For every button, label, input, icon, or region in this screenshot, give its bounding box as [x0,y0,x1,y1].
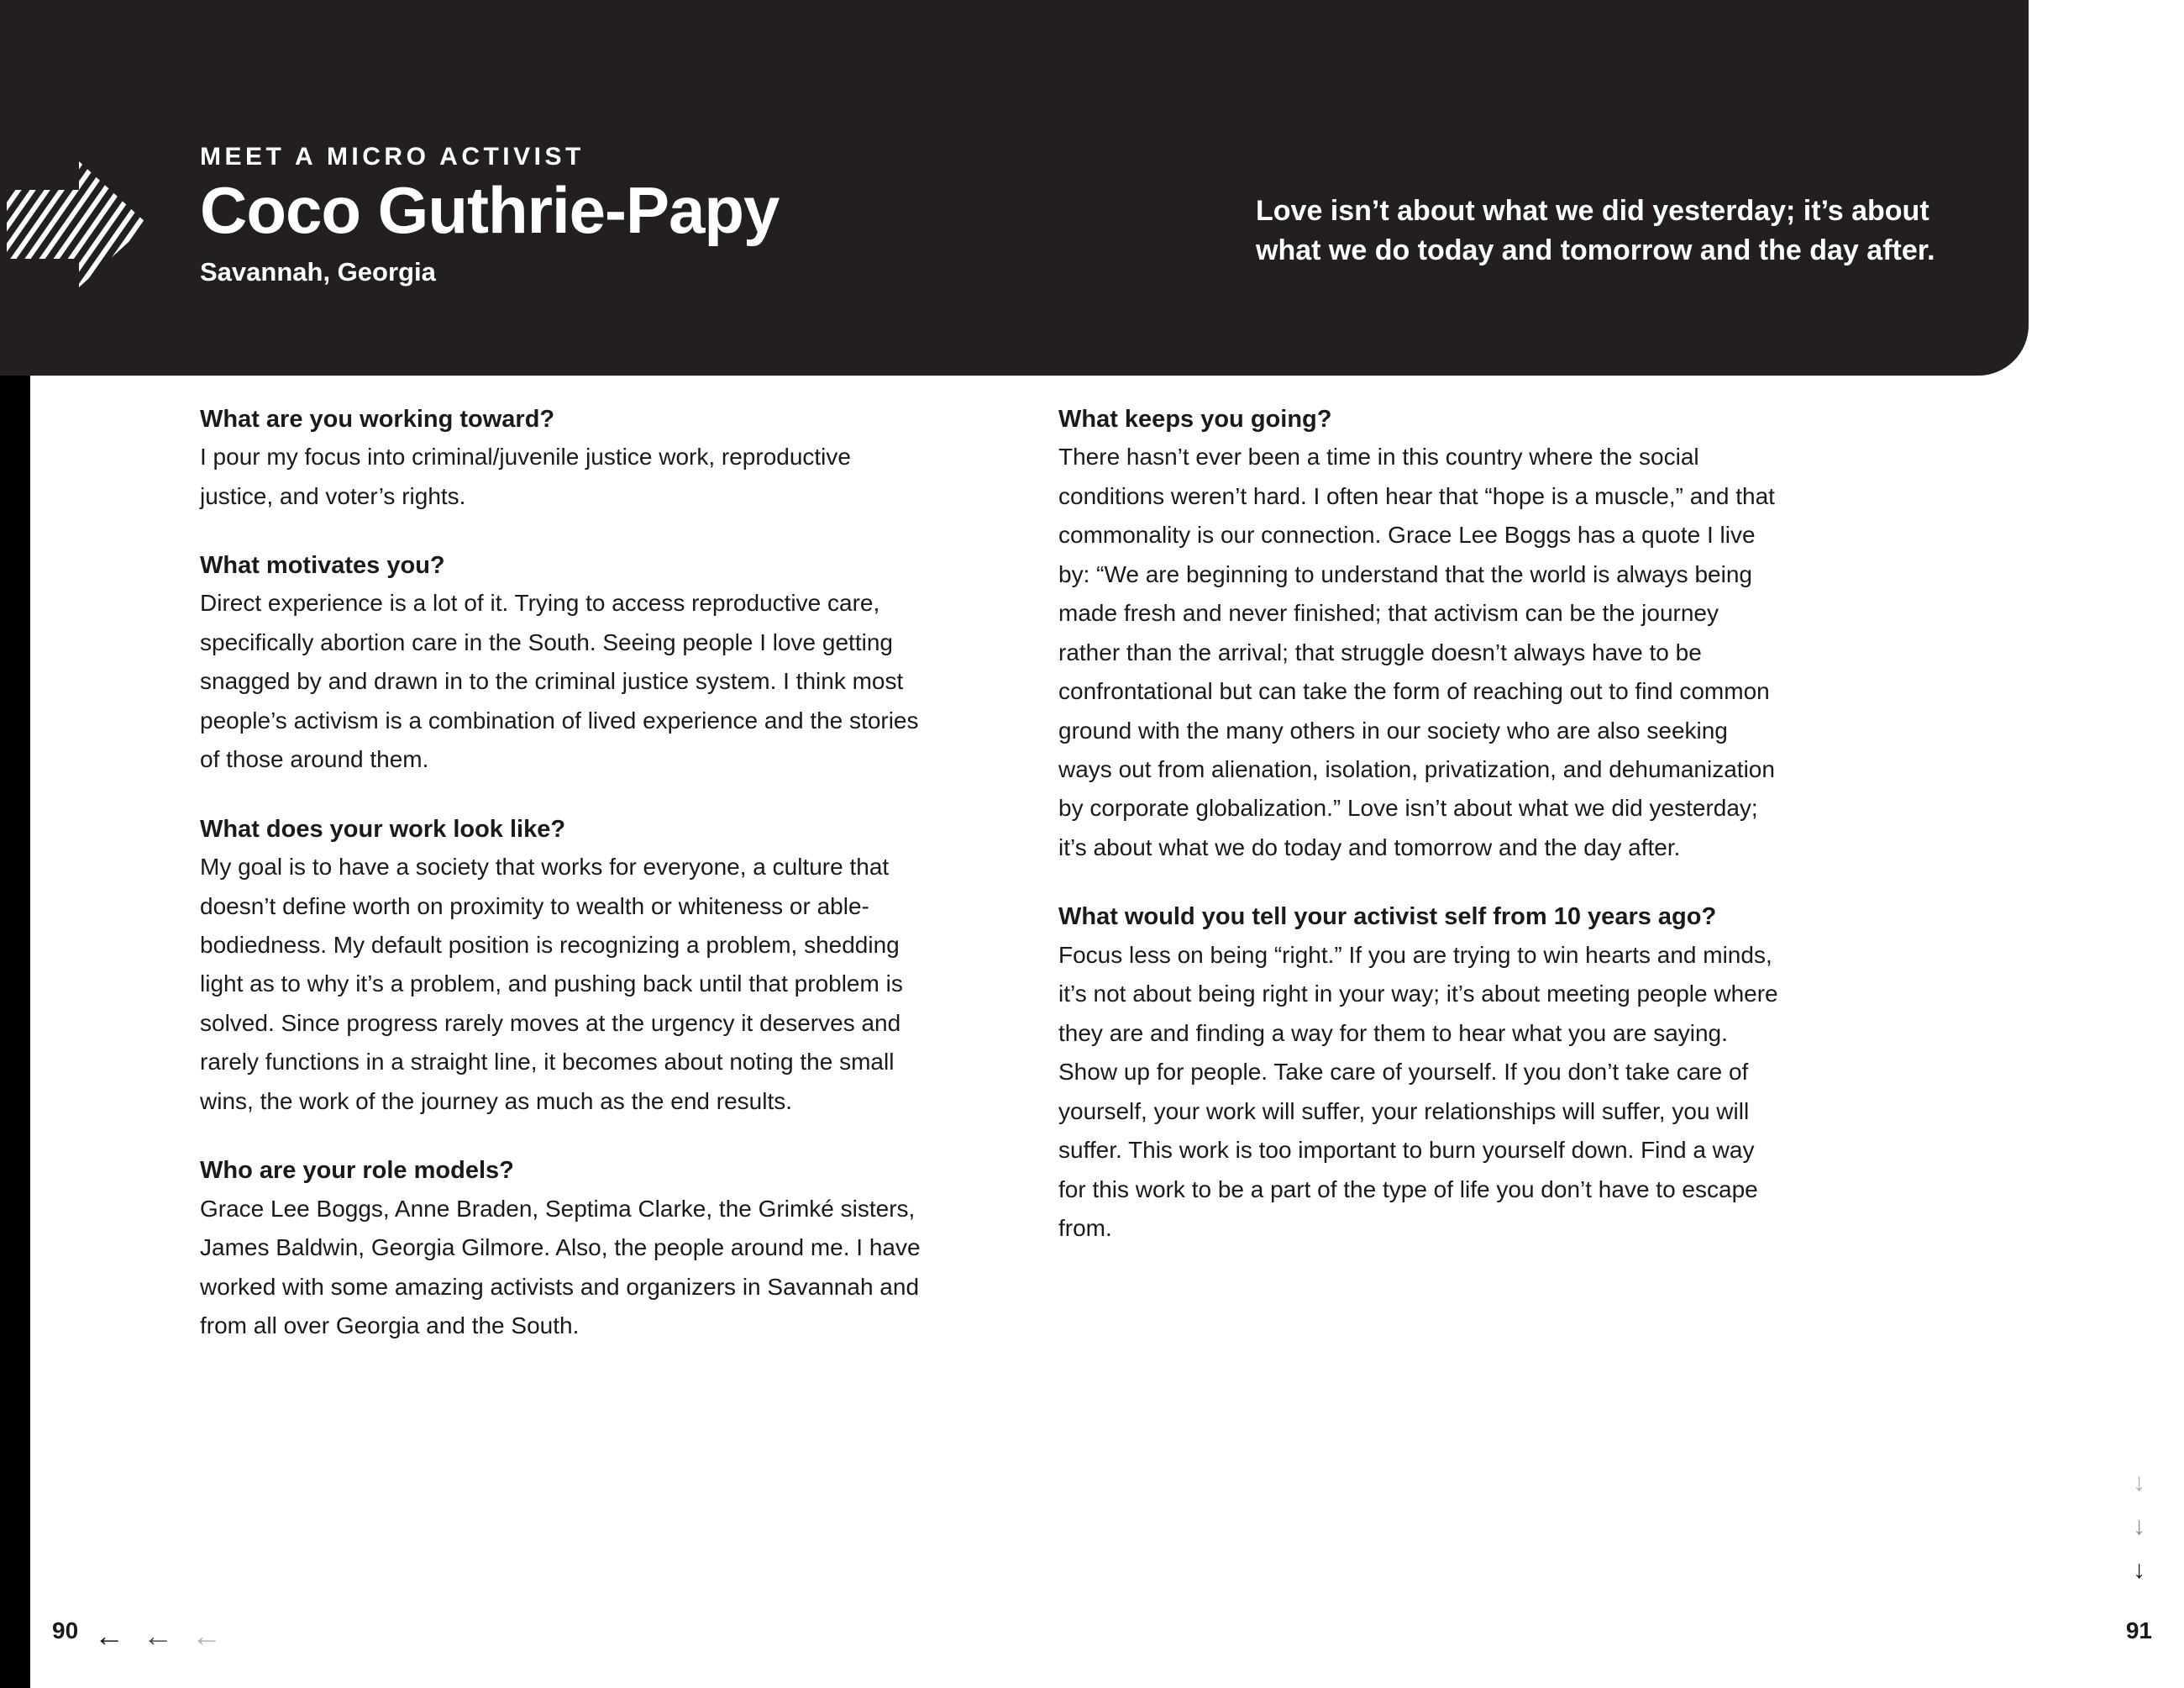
answer-text: Grace Lee Boggs, Anne Braden, Septima Clarke, the Grimké sisters, James Baldwin, Georgia Gilmore. Also, the people around me. I have worked with some amazing activists and organizers in Savannah and from all over Georgia and the South. [200,1195,921,1339]
scroll-down-indicator[interactable] [2133,1470,2145,1583]
question-label: Who are your role models? [200,1157,514,1185]
left-column [200,403,927,1380]
header-banner [0,0,2029,376]
hatched-arrow-icon [7,161,150,287]
answer-text: Direct experience is a lot of it. Trying to access reproductive care, specifically abortion care in the South. Seeing people I love getting snagged by and drawn in to the criminal justice system. I think most people’s activism is a combination of lived experience and the stories of those around them. [200,590,919,773]
question-label: What motivates you? [200,552,445,580]
answer-text: Focus less on being “right.” If you are trying to win hearts and minds, it’s not about being right in your way; it’s about meeting people where they are and finding a way for them to hear what you are saying. Show up for people. Take care of yourself. If you don’t take care of yourself, your work will suffer, your relationships will suffer, you will suffer. This work is too important to burn yourself down. Find a way for this work to be a part of the type of life you don’t have to escape from. [1058,941,1778,1241]
arrow-down-mid-icon[interactable]: ↓ [2133,1512,2145,1540]
qa-block [200,1154,927,1345]
question-label: What would you tell your activist self from 10 years ago? [1058,903,1717,931]
pull-quote: Love isn’t about what we did yesterday; it’s about what we do today and tomorrow and the day after. [1256,195,1935,266]
right-column [1058,403,1785,1281]
arrow-down-faint-icon[interactable]: ↓ [2133,1469,2145,1496]
qa-block [200,403,927,516]
page-number-left: 90 [52,1617,79,1643]
arrow-down-strong-icon[interactable]: ↓ [2133,1556,2145,1584]
answer-text: There hasn’t ever been a time in this country where the social conditions weren’t hard. I often hear that “hope is a muscle,” and that commonality is our connection. Grace Lee Boggs has a quote I live by: “We are beginning to understand that the world is always being made fresh and never finished; that activism can be the journey rather than the arrival; that struggle doesn’t always have to be confrontational but can take the form of reaching out to find common ground with the many others in our society who are also seeking ways out from alienation, isolation, privatization, and dehumanization by corporate globalization.” Love isn’t about what we did yesterday; it’s about what we do today and tomorrow and the day after. [1058,444,1775,860]
answer-text: My goal is to have a society that works for everyone, a culture that doesn’t define worth on proximity to wealth or whiteness or able-bodiedness. My default position is recognizing a problem, shedding light as to why it’s a problem, and pushing back until that problem is solved. Since progress rarely moves at the urgency it deserves and rarely functions in a straight line, it becomes about noting the small wins, the work of the journey as much as the end results. [200,854,903,1114]
qa-block [200,550,927,780]
arrow-left-secondary-icon[interactable]: ← [143,1618,173,1653]
question-label: What keeps you going? [1058,406,1332,433]
qa-block [200,813,927,1122]
question-label: What does your work look like? [200,815,566,843]
article-body [200,403,2040,1580]
page-number-right: 91 [2125,1617,2152,1643]
qa-block [1058,901,1785,1248]
navigation-arrows[interactable] [94,1618,222,1653]
section-kicker: MEET A MICRO ACTIVIST [200,143,585,171]
activist-location: Savannah, Georgia [200,256,436,287]
answer-text: I pour my focus into criminal/juvenile justice work, reproductive justice, and voter’s rights. [200,444,851,509]
page-title: Coco Guthrie-Papy [200,173,780,247]
question-label: What are you working toward? [200,406,555,433]
arrow-left-tertiary-icon[interactable]: ← [192,1618,222,1653]
qa-block [1058,403,1785,867]
arrow-left-icon[interactable]: ← [94,1618,124,1653]
